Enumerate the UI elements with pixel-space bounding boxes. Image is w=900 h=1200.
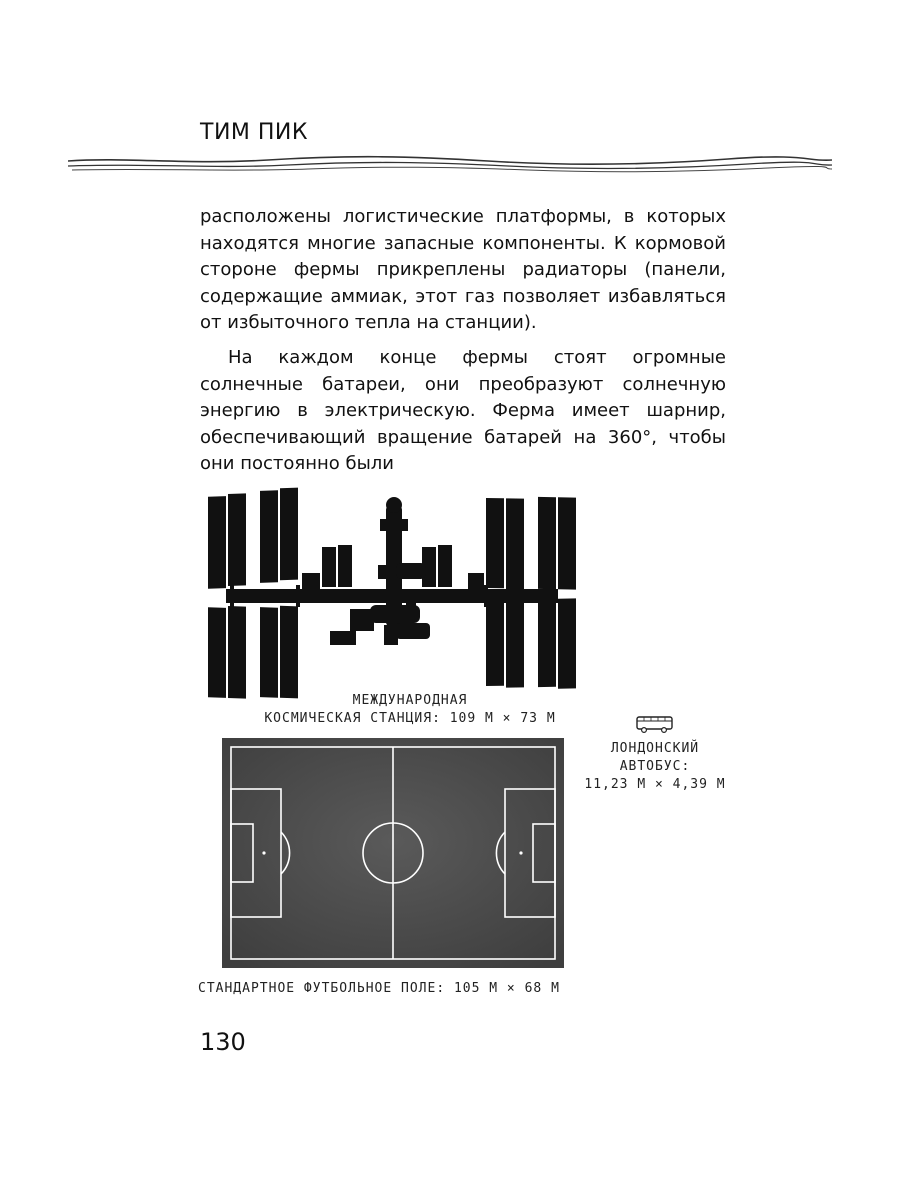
page-number: 130 (200, 1028, 246, 1056)
paragraph-1: расположены логистические платформы, в которых находятся многие запасные компоненты. К кормовой стороне фермы прикреплены радиаторы (панели, содержащие аммиак, этот газ позволяет избавляться от избыточного тепла на станции). (200, 206, 726, 333)
iss-caption (226, 692, 594, 728)
iss-caption-line-2: КОСМИЧЕСКАЯ СТАНЦИЯ: 109 М × 73 М (264, 711, 556, 726)
bus-caption (570, 740, 740, 794)
bus-caption-line-3: 11,23 М × 4,39 М (584, 777, 726, 792)
iss-silhouette (200, 485, 580, 700)
running-header: ТИМ ПИК (200, 120, 308, 145)
bus-icon (636, 716, 674, 734)
iss-caption-line-1: МЕЖДУНАРОДНАЯ (352, 693, 468, 708)
bus-caption-line-1: ЛОНДОНСКИЙ (610, 741, 700, 756)
football-field (222, 738, 564, 968)
paragraph-2: На каждом конце фермы стоят огромные солнечные батареи, они преобразуют солнечную энергию в электрическую. Ферма имеет шарнир, обеспечивающий вращение батарей на 360°, чтобы они постоянно были (200, 347, 726, 474)
bus-caption-line-2: АВТОБУС: (619, 759, 691, 774)
wavy-divider (68, 153, 832, 177)
field-caption: СТАНДАРТНОЕ ФУТБОЛЬНОЕ ПОЛЕ: 105 М × 68 М (198, 981, 560, 996)
